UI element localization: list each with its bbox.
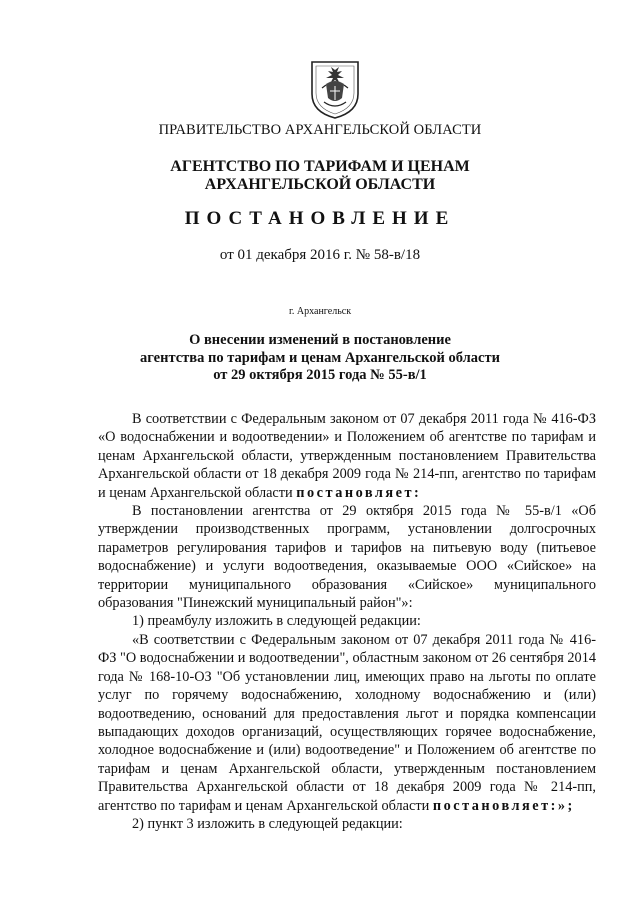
document-city: г. Архангельск xyxy=(288,306,352,317)
paragraph-preamble xyxy=(98,410,596,502)
quoted-preamble-text: «В соответствии с Федеральным законом от 07 декабря 2011 года № 416-ФЗ "О водоснабжении и водоотведении", областным законом от 26 сентября 2014 года № 168-10-ОЗ "Об установлении лиц, имеющих право на льготы по оплате услуг по горячему водоснабжению, холодному водоснабжению и (или) водоотведению, оснований для предоставления льгот и порядка компенсации выпадающих доходов организаций, осуществляющих горячее водоснабжение, холодное водоснабжение и (или) водоотведение" и Положением об агентстве по тарифам и ценам Архангельской области, утвержденным постановлением Правительства Архангельской области от 18 декабря 2009 года № 214-пп, агентство по тарифам и ценам Архангельской области xyxy=(98,631,596,814)
preamble-text: В соответствии с Федеральным законом от 07 декабря 2011 года № 416-ФЗ «О водоснабжении и водоотведении» и Положением об агентстве по тарифам и ценам Архангельской области, утвержденным постановлением Правительства Архангельской области от 18 декабря 2009 года № 214-пп, агентство по тарифам и ценам Архангельской области xyxy=(98,411,596,501)
agency-name-line1: АГЕНТСТВО ПО ТАРИФАМ И ЦЕНАМ xyxy=(170,158,470,175)
subject-line2: агентства по тарифам и ценам Архангельской области xyxy=(140,349,500,366)
document-body xyxy=(98,410,596,833)
agency-name-line2: АРХАНГЕЛЬСКОЙ ОБЛАСТИ xyxy=(204,176,436,193)
quoted-resolves-word: постановляет:»; xyxy=(432,797,575,814)
document-date-number: от 01 декабря 2016 г. № 58-в/18 xyxy=(219,247,421,263)
quoted-preamble xyxy=(98,631,596,815)
document-subject xyxy=(0,332,640,385)
paragraph-amendment: В постановлении агентства от 29 октября 2015 года № 55-в/1 «Об утверждении производственных программ, установлении долгосрочных параметров регулирования тарифов и тарифов на питьевую воду (питьевое водоснабжение) и услуги водоотведения, оказываемые ООО «Сийское» на территории муниципального образования «Сийское» муниципального образования "Пинежский муниципальный район"»: xyxy=(98,503,596,612)
agency-name xyxy=(0,158,640,194)
document-type: ПОСТАНОВЛЕНИЕ xyxy=(184,208,456,229)
resolves-word: постановляет: xyxy=(296,484,422,501)
item-2: 2) пункт 3 изложить в следующей редакции: xyxy=(132,815,403,832)
government-name: ПРАВИТЕЛЬСТВО АРХАНГЕЛЬСКОЙ ОБЛАСТИ xyxy=(158,122,482,138)
subject-line3: от 29 октября 2015 года № 55-в/1 xyxy=(213,367,427,383)
item-1: 1) преамбулу изложить в следующей редакции: xyxy=(132,613,421,630)
subject-line1: О внесении изменений в постановление xyxy=(189,332,451,348)
coat-of-arms-icon xyxy=(308,58,362,120)
